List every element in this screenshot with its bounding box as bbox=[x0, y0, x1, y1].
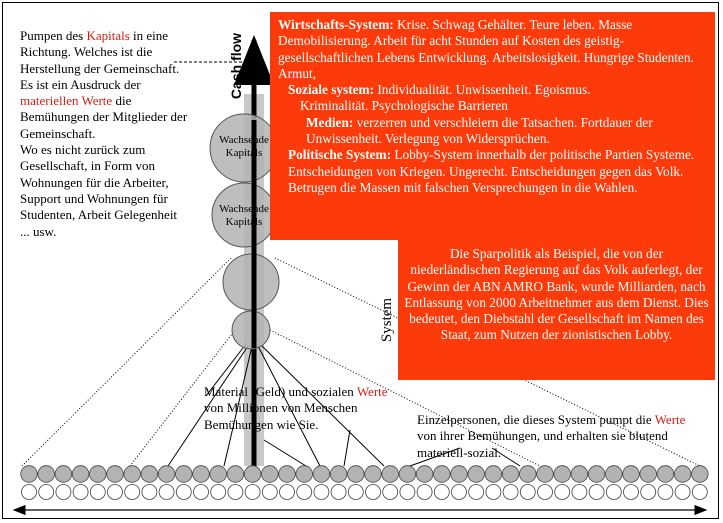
person-ball bbox=[296, 466, 313, 483]
media-title: Medien: bbox=[306, 114, 354, 130]
base-ball bbox=[675, 485, 690, 500]
person-ball bbox=[227, 466, 244, 483]
person-ball bbox=[348, 466, 365, 483]
base-ball bbox=[434, 485, 449, 500]
person-ball bbox=[158, 466, 175, 483]
economic-system-block bbox=[278, 17, 707, 82]
media-block bbox=[278, 115, 707, 148]
base-ball bbox=[606, 485, 621, 500]
person-ball bbox=[90, 466, 107, 483]
base-ball bbox=[39, 485, 54, 500]
bottom-center-red: Werte bbox=[356, 384, 388, 399]
person-ball bbox=[262, 466, 279, 483]
capital-circle-3 bbox=[223, 254, 279, 310]
person-ball bbox=[657, 466, 674, 483]
person-ball bbox=[692, 466, 709, 483]
political-system-block bbox=[278, 147, 707, 196]
base-ball bbox=[22, 485, 37, 500]
circle-label-1: Wachsende Kapitals bbox=[219, 134, 269, 159]
bottom-center-text-1: Material (Geld) und sozialen bbox=[204, 384, 357, 399]
social-system-title: Soziale system: bbox=[288, 82, 375, 98]
person-ball bbox=[468, 466, 485, 483]
person-ball bbox=[313, 466, 330, 483]
economic-system-title: Wirtschafts-System: bbox=[278, 17, 394, 32]
person-ball bbox=[244, 466, 261, 483]
base-ball bbox=[417, 485, 432, 500]
person-ball bbox=[210, 466, 227, 483]
base-ball bbox=[383, 485, 398, 500]
base-ball bbox=[194, 485, 209, 500]
austerity-box bbox=[398, 240, 715, 380]
left-text-3: die Bemühungen der Mitglieder der Gemeinschaft. bbox=[20, 93, 188, 141]
systems-box bbox=[270, 12, 715, 240]
person-ball bbox=[382, 466, 399, 483]
base-ball bbox=[56, 485, 71, 500]
bottom-center-description bbox=[204, 384, 394, 433]
ball-row-top bbox=[21, 466, 708, 483]
left-text-red-2: materiellen Werte bbox=[20, 93, 113, 109]
base-ball bbox=[90, 485, 105, 500]
person-ball bbox=[141, 466, 158, 483]
base-ball bbox=[228, 485, 243, 500]
person-ball bbox=[640, 466, 657, 483]
person-ball bbox=[124, 466, 141, 483]
base-ball bbox=[624, 485, 639, 500]
base-ball bbox=[73, 485, 88, 500]
base-ball bbox=[314, 485, 329, 500]
person-ball bbox=[38, 466, 55, 483]
base-ball bbox=[503, 485, 518, 500]
left-text-4: Wo es nicht zurück zum Gesellschaft, in Form von Wohnungen für die Arbeiter, Support und Wohnungen für Studenten, Arbeit Gelegenheit ... usw. bbox=[20, 142, 178, 239]
base-ball bbox=[658, 485, 673, 500]
person-ball bbox=[176, 466, 193, 483]
base-ball bbox=[348, 485, 363, 500]
bottom-center-text-2: von Millionen von Menschen Bemühungen wie Sie. bbox=[204, 400, 358, 432]
base-ball bbox=[297, 485, 312, 500]
system-label: System bbox=[379, 297, 395, 343]
ball-row-bottom bbox=[22, 485, 708, 500]
base-ball bbox=[538, 485, 553, 500]
person-ball bbox=[623, 466, 640, 483]
base-ball bbox=[555, 485, 570, 500]
base-ball bbox=[692, 485, 707, 500]
base-ball bbox=[486, 485, 501, 500]
person-ball bbox=[434, 466, 451, 483]
person-ball bbox=[502, 466, 519, 483]
social-system-text-2: Kriminalität. Psychologische Barrieren bbox=[300, 98, 508, 114]
base-ball bbox=[366, 485, 381, 500]
base-ball bbox=[108, 485, 123, 500]
person-ball bbox=[279, 466, 296, 483]
base-ball bbox=[280, 485, 295, 500]
person-ball bbox=[193, 466, 210, 483]
bottom-right-text-2: von ihrer Bemühungen, und erhalten sie blutend materiell-sozial. bbox=[417, 428, 668, 460]
base-ball bbox=[641, 485, 656, 500]
person-ball bbox=[330, 466, 347, 483]
capital-circle-4 bbox=[232, 311, 270, 349]
bottom-right-text-1: Einzelpersonen, die dieses System pumpt die bbox=[417, 412, 655, 427]
person-ball bbox=[606, 466, 623, 483]
base-ball bbox=[125, 485, 140, 500]
base-ball bbox=[572, 485, 587, 500]
base-ball bbox=[331, 485, 346, 500]
person-ball bbox=[21, 466, 38, 483]
media-text: verzerren und verschleiern die Tatsachen. Fortdauer der Unwissenheit. Verlegung von Widersprüchen. bbox=[306, 114, 653, 147]
base-ball bbox=[469, 485, 484, 500]
political-system-text: Lobby-System innerhalb der politische Partien Systeme. Entscheidungen von Kriegen. Ungerecht. Entscheidungen gegen das Volk. Betrugen die Massen mit falschen Versprechungen in die Wahlen. bbox=[288, 147, 695, 195]
base-ball bbox=[520, 485, 535, 500]
base-ball bbox=[589, 485, 604, 500]
left-description bbox=[20, 28, 190, 240]
person-ball bbox=[72, 466, 89, 483]
person-ball bbox=[520, 466, 537, 483]
left-text-red-1: Kapitals bbox=[86, 28, 130, 43]
base-ball bbox=[176, 485, 191, 500]
social-system-text: Individualität. Unwissenheit. Egoismus. bbox=[374, 82, 591, 98]
base-ball bbox=[245, 485, 260, 500]
austerity-text: Die Sparpolitik als Beispiel, die von der niederländischen Regierung auf das Volk auferlegt, der Gewinn der ABN AMRO Bank, wurde Milliarden, nach Entlassung von 2000 Arbeitnehmer aus dem Dienst. Dies bedeutet, den Diebstahl der Gesellschaft im Namen des Staat, zum Nutzen der zionistischen Lobby. bbox=[404, 246, 709, 343]
base-ball bbox=[262, 485, 277, 500]
base-ball bbox=[142, 485, 157, 500]
person-ball bbox=[416, 466, 433, 483]
person-ball bbox=[674, 466, 691, 483]
base-ball bbox=[400, 485, 415, 500]
bottom-right-description bbox=[417, 412, 687, 461]
economic-system-text: Krise. Schwag Gehälter. Teure leben. Masse Demobilisierung. Arbeit für acht Stunden auf Kosten des geistig-gesellschaftlichen Lebens Entwicklung. Arbeitslosigkeit. Hungrige Studenten. Armut, bbox=[278, 17, 694, 81]
political-system-title: Politische System: bbox=[288, 147, 392, 163]
cash-flow-label: Cash flow bbox=[228, 32, 244, 100]
base-ball bbox=[159, 485, 174, 500]
person-ball bbox=[485, 466, 502, 483]
person-ball bbox=[451, 466, 468, 483]
circle-label-2: Wachsende Kapitals bbox=[219, 203, 269, 228]
bottom-right-red: Werte bbox=[654, 412, 686, 427]
left-text-1: Pumpen des bbox=[20, 28, 87, 43]
person-ball bbox=[571, 466, 588, 483]
base-ball bbox=[452, 485, 467, 500]
base-ball bbox=[211, 485, 226, 500]
person-ball bbox=[588, 466, 605, 483]
person-ball bbox=[55, 466, 72, 483]
person-ball bbox=[107, 466, 124, 483]
person-ball bbox=[537, 466, 554, 483]
person-ball bbox=[399, 466, 416, 483]
person-ball bbox=[554, 466, 571, 483]
left-text-2: in eine Richtung. Welches ist die Herstellung der Gemeinschaft. Es ist ein Ausdruck der bbox=[20, 28, 180, 92]
social-system-block bbox=[278, 82, 707, 98]
person-ball bbox=[365, 466, 382, 483]
